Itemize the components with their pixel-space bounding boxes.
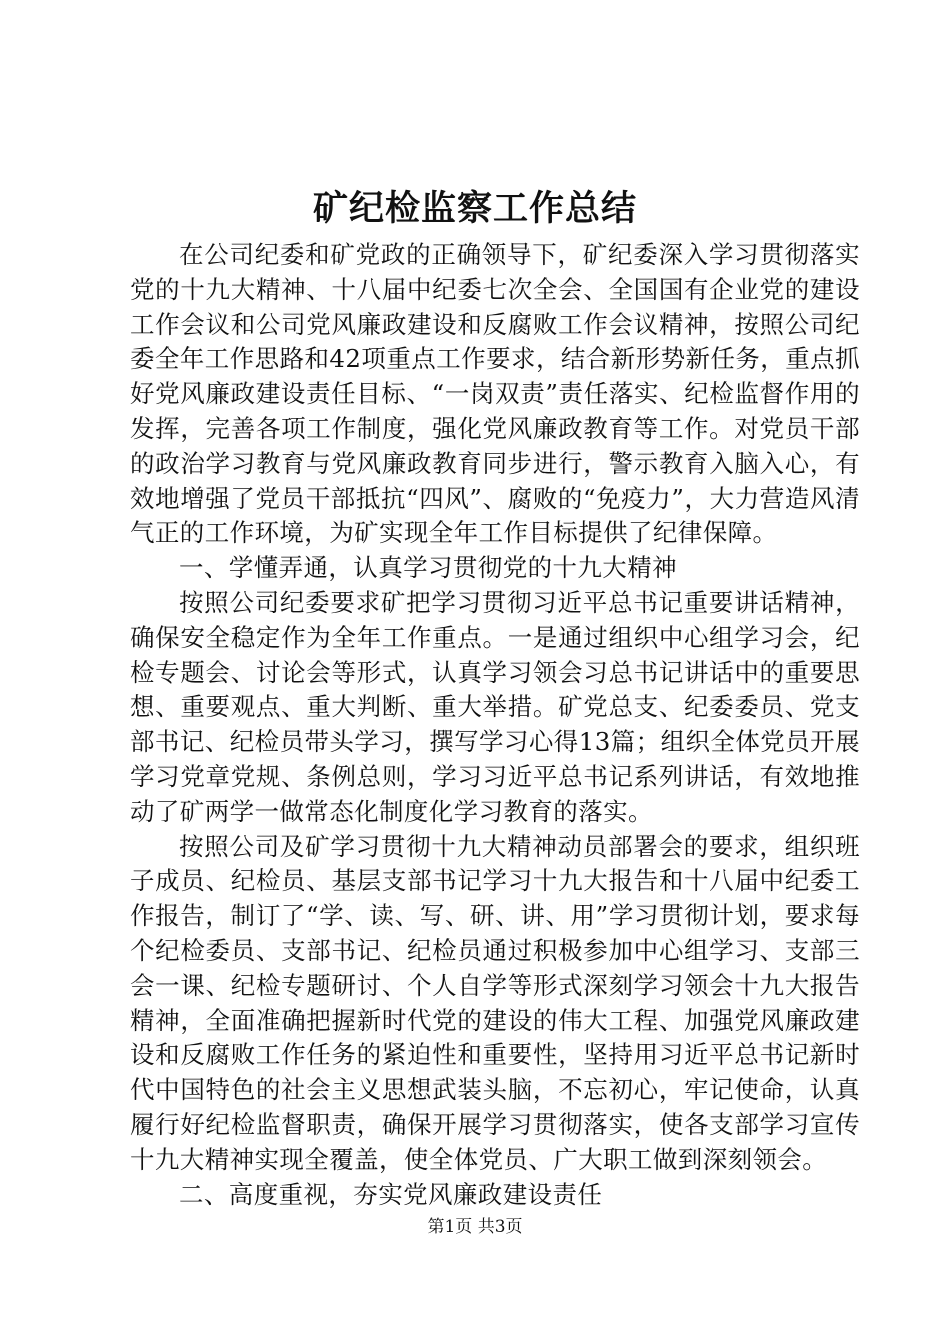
intro-paragraph: 在公司纪委和矿党政的正确领导下，矿纪委深入学习贯彻落实党的十九大精神、十八届中纪委七次全会、全国国有企业党的建设工作会议和公司党风廉政建设和反腐败工作会议精神，按照公司纪委全年工作思路和42项重点工作要求，结合新形势新任务，重点抓好党风廉政建设责任目标、“一岗双责”责任落实、纪检监督作用的发挥，完善各项工作制度，强化党风廉政教育等工作。对党员干部的政治学习教育与党风廉政教育同步进行，警示教育入脑入心，有效地增强了党员干部抵抗“四风”、腐败的“免疫力”，大力营造风清气正的工作环境，为矿实现全年工作目标提供了纪律保障。	[130, 240, 860, 548]
section-1-paragraph-2: 按照公司及矿学习贯彻十九大精神动员部署会的要求，组织班子成员、纪检员、基层支部书记学习十九大报告和十八届中纪委工作报告，制订了“学、读、写、研、讲、用”学习贯彻计划，要求每个纪检委员、支部书记、纪检员通过积极参加中心组学习、支部三会一课、纪检专题研讨、个人自学等形式深刻学习领会十九大报告精神，全面准确把握新时代党的建设的伟大工程、加强党风廉政建设和反腐败工作任务的紧迫性和重要性，坚持用习近平总书记新时代中国特色的社会主义思想武装头脑，不忘初心，牢记使命，认真履行好纪检监督职责，确保开展学习贯彻落实，使各支部学习宣传十九大精神实现全覆盖，使全体党员、广大职工做到深刻领会。	[130, 831, 860, 1174]
section-1-paragraph-1: 按照公司纪委要求矿把学习贯彻习近平总书记重要讲话精神，确保安全稳定作为全年工作重点。一是通过组织中心组学习会，纪检专题会、讨论会等形式，认真学习领会习总书记讲话中的重要思想、重要观点、重大判断、重大举措。矿党总支、纪委委员、党支部书记、纪检员带头学习，撰写学习心得13篇；组织全体党员开展学习党章党规、条例总则，学习习近平总书记系列讲话，有效地推动了矿两学一做常态化制度化学习教育的落实。	[130, 587, 860, 826]
section-heading-2: 二、高度重视，夯实党风廉政建设责任	[179, 1179, 603, 1209]
page-number-footer: 第1页 共3页	[427, 1217, 523, 1237]
document-body	[130, 238, 860, 1212]
section-heading-1: 一、学懂弄通，认真学习贯彻党的十九大精神	[179, 553, 677, 583]
document-title: 矿纪检监察工作总结	[312, 188, 637, 229]
